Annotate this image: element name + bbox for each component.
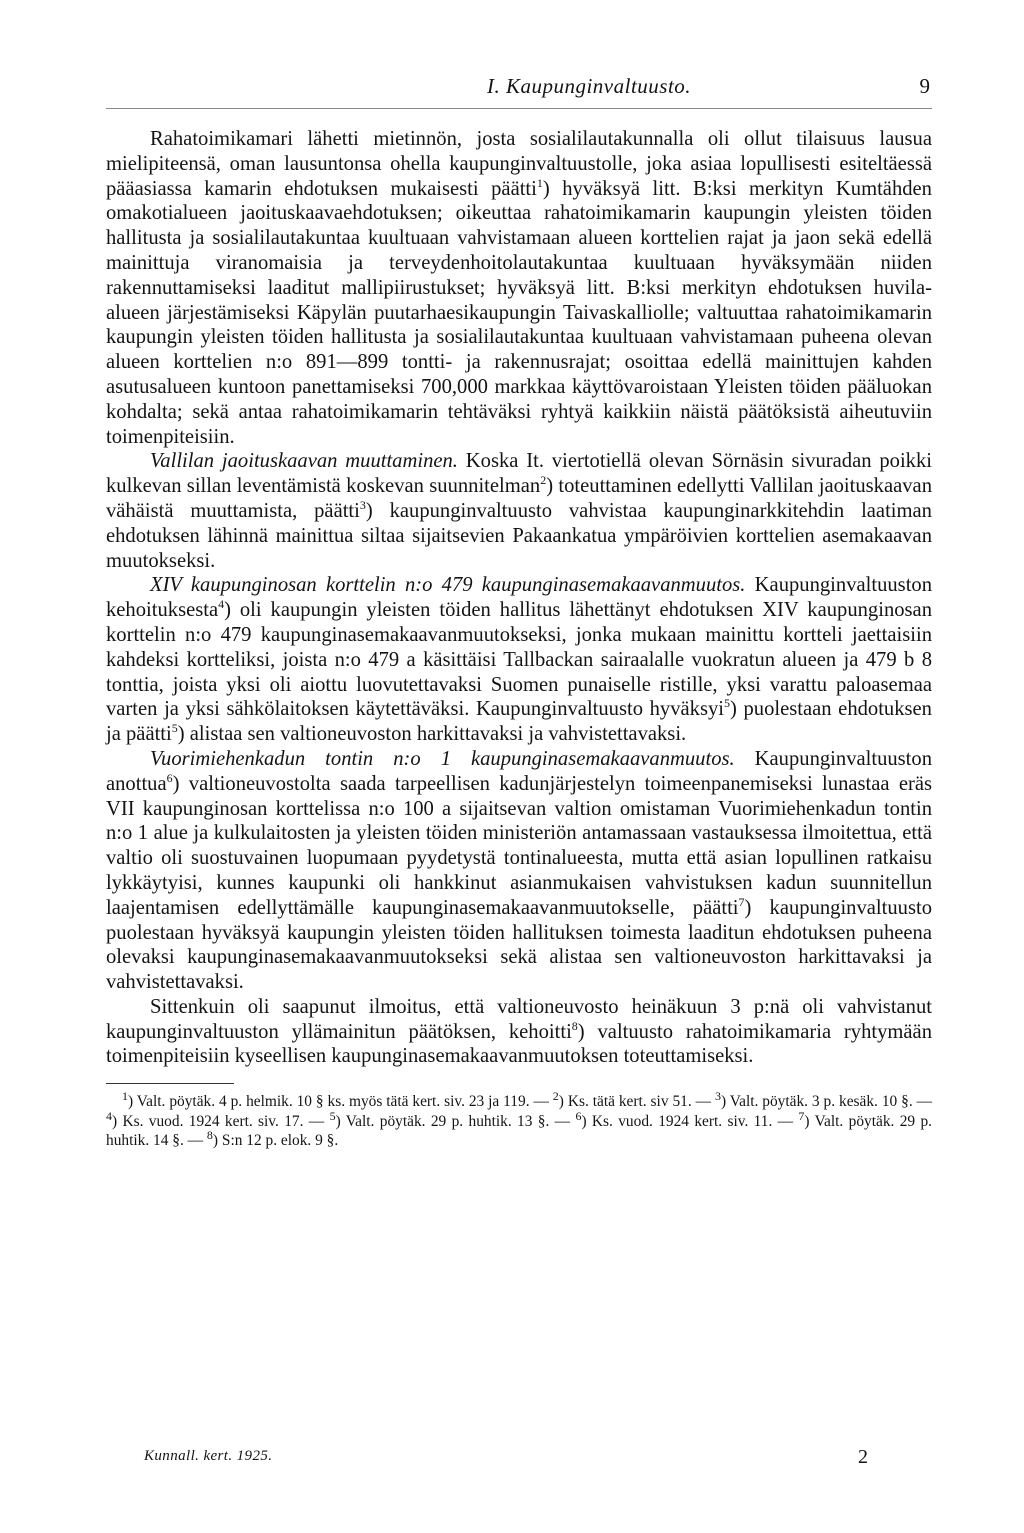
footnote-ref: 2 [540, 473, 547, 488]
footnote-divider [106, 1083, 234, 1084]
footnote-ref: 8 [571, 1018, 578, 1033]
document-page [106, 68, 932, 1508]
section-heading: Vuorimiehenkadun tontin n:o 1 kaupunginasemakaavanmuutos. [150, 747, 735, 770]
page-number: 9 [919, 74, 930, 98]
page-footer [144, 1448, 868, 1478]
footnote-ref: 5 [724, 696, 730, 711]
footnotes: $^1$) Valt. pöytäk. 4 p. helmik. 10 § ks. myös tätä kert. siv. 23 ja 119. — $^2$) Ks. tätä kert. siv 51. — $^3$) Valt. pöytäk. 3 p. kesäk. 10 §. — $^4$) Ks. vuod. 1924 kert. siv. 17. — $^5$) Valt. pöytäk. 29 p. huhtik. 13 §. — $^6$) Ks. vuod. 1924 kert. siv. 11. — $^7$) Valt. pöytäk. 29 p. huhtik. 14 §. — $^8$) S:n 12 p. elok. 9 §. [106, 1089, 933, 1150]
footnote-ref: 5 [171, 721, 178, 736]
footnote-ref: 7 [738, 894, 745, 909]
publication-reference: Kunnall. kert. 1925. [144, 1448, 273, 1464]
footnote-ref: 3 [359, 498, 366, 513]
footnote-ref: 1 [536, 175, 543, 190]
section-heading: Vallilan jaoituskaavan muuttaminen. [150, 450, 458, 473]
paragraph-5: Sittenkuin oli saapunut ilmoitus, että valtioneuvosto heinäkuun 3 p:nä oli vahvistanut kaupunginvaltuuston yllämainitun päätöksen, kehoitti$^8$) valtuusto rahatoimikamaria ryhtymään toimenpiteisiin kyseellisen kaupunginasemakaavanmuutoksen toteuttamiseksi. [106, 995, 932, 1068]
paragraph-3: XIV kaupunginosan korttelin n:o 479 kaupunginasemakaavanmuutos. Kaupunginvaltuuston kehoituksesta$^4$) oli kaupungin yleisten töiden hallitus lähettänyt ehdotuksen XIV kaupunginosan korttelin n:o 479 kaupunginasemakaavanmuutokseksi, jonka mukaan mainittu kortteli jaettaisiin kahdeksi kortteliksi, joista n:o 479 a käsittäisi Tallbackan sairaalalle vuokratun alueen ja 479 b 8 tonttia, joista yksi oli aiottu luovutettavaksi Suomen punaiselle ristille, yksi varattu paloasemaa varten ja yksi sähkölaitoksen käytettäväksi. Kaupunginvaltuusto hyväksyi$^5$) puolestaan ehdotuksen ja päätti$^5$) alistaa sen valtioneuvoston harkittavaksi ja vahvistettavaksi. [106, 574, 933, 746]
paragraph-2: Vallilan jaoituskaavan muuttaminen. Koska It. viertotiellä olevan Sörnäsin sivuradan poikki kulkevan sillan leventämistä koskevan suunnitelman$^2$) toteuttaminen edellytti Vallilan jaoituskaavan vähäistä muuttamista, päätti$^3$) kaupunginvaltuusto vahvistaa kaupunginarkkitehdin laatiman ehdotuksen lähinnä mainittua siltaa sijaitsevien Pakaankatua ympäröivien korttelien asemakaavan muutokseksi. [106, 450, 932, 572]
sheet-number: 2 [858, 1446, 868, 1468]
running-title: I. Kaupunginvaltuusto. [486, 74, 692, 98]
running-header [106, 68, 932, 109]
section-heading: XIV kaupunginosan korttelin n:o 479 kaupunginasemakaavanmuutos. [150, 574, 746, 597]
footnote-ref: 4 [218, 597, 225, 612]
footnote-ref: 6 [166, 770, 173, 785]
body-text [106, 127, 932, 1069]
paragraph-1: Rahatoimikamari lähetti mietinnön, josta sosialilautakunnalla oli ollut tilaisuus lausua mielipiteensä, oman lausuntonsa ohella kaupunginvaltuustolle, joka asiaa lopullisesti esiteltäessä pääasiassa kamarin ehdotuksen mukaisesti päätti$^1$) hyväksyä litt. B:ksi merkityn Kumtähden omakotialueen jaoituskaavaehdotuksen; oikeuttaa rahatoimikamarin kaupungin yleisten töiden hallitusta ja sosialilautakuntaa kuultuaan vahvistamaan alueen korttelien rajat ja jaon sekä edellä mainittuja viranomaisia ja terveydenhoitolautakuntaa kuultuaan hyväksymään niiden rakennuttamiseksi laaditut mallipiirustukset; hyväksyä litt. B:ksi merkityn ehdotuksen huvila-alueen järjestämiseksi Käpylän puutarhaesikaupungin Taivaskalliolle; valtuuttaa rahatoimikamarin kaupungin yleisten töiden hallitusta ja sosialilautakuntaa kuultuaan vahvistamaan puheena olevan alueen korttelien n:o 891—899 tontti- ja rakennusrajat; osoittaa edellä mainittujen kahden asutusalueen kuntoon panettamiseksi 700,000 markkaa käyttövaroistaan Yleisten töiden pääluokan kohdalta; sekä antaa rahatoimikamarin tehtäväksi ryhtyä kaikkiin näistä päätöksistä aiheutuviin toimenpiteisiin. [106, 128, 932, 448]
paragraph-4: Vuorimiehenkadun tontin n:o 1 kaupunginasemakaavanmuutos. Kaupunginvaltuuston anottua$^6$) valtioneuvostolta saada tarpeellisen kadunjärjestelyn toimeenpanemiseksi lunastaa eräs VII kaupunginosan korttelissa n:o 100 a sijaitsevan valtion omistaman Vuorimiehenkadun tontin n:o 1 alue ja kulkulaitosten ja yleisten töiden ministeriön antamassaan vastauksessa ilmoitettua, että valtio oli suostuvainen luopumaan pyydetystä tontinalueesta, mutta että asian lopullinen ratkaisu lykkäytyisi, kunnes kaupunki oli hankkinut asianmukaisen vahvistuksen kadun suunnitellun laajentamisen edellyttämälle kaupunginasemakaavanmuutokselle, päätti$^7$) kaupunginvaltuusto puolestaan hyväksyä kaupungin yleisten töiden hallituksen toimesta laaditun ehdotuksen puheena olevaksi kaupunginasemakaavanmuutokseksi sekä alistaa sen valtioneuvoston harkittavaksi ja vahvistettavaksi. [106, 747, 932, 994]
